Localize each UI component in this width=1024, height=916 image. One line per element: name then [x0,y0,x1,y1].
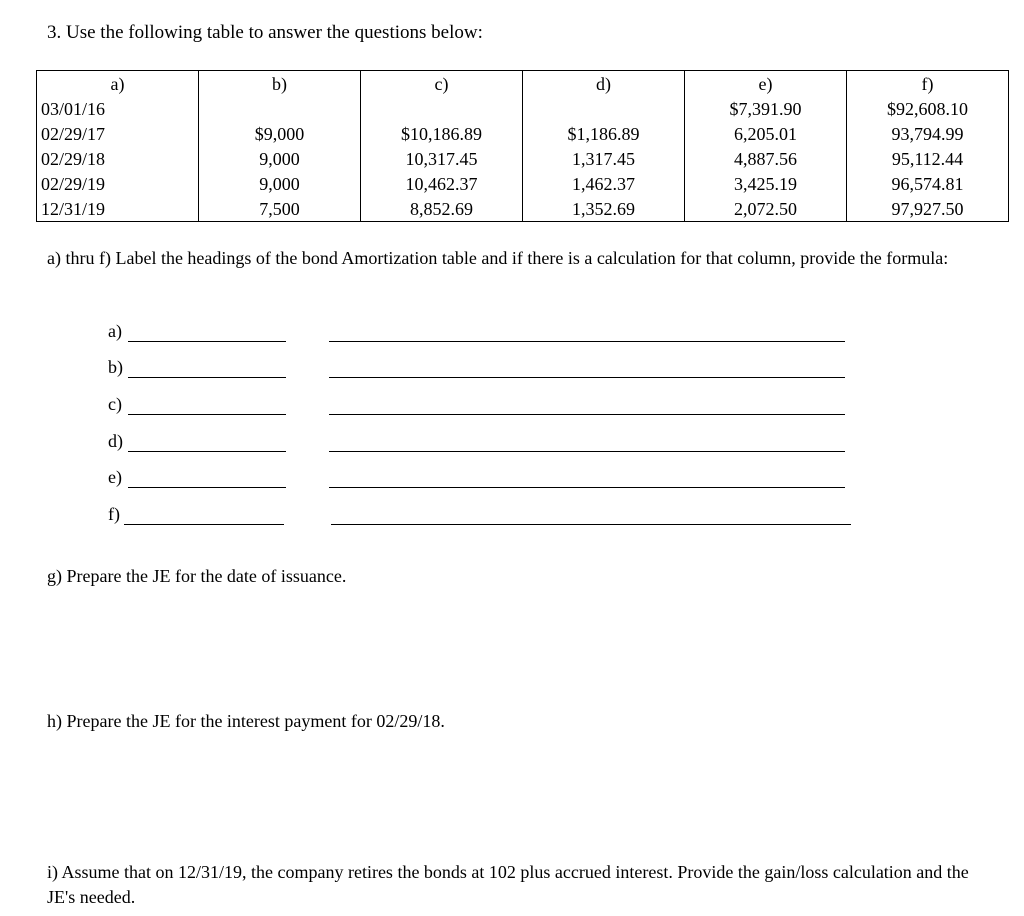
heading-blank-d[interactable] [128,451,286,452]
answer-label: c) [108,394,122,414]
answer-row-d [108,431,123,455]
table-cell: 1,352.69 [523,196,685,222]
table-cell: 10,317.45 [361,146,523,171]
amortization-table [36,70,1009,222]
answer-label: d) [108,431,123,451]
table-cell: 02/29/18 [37,146,199,171]
table-row [37,121,1009,146]
column-header-c: c) [361,71,523,97]
answer-label: a) [108,321,122,341]
table-cell [199,96,361,121]
formula-blank-e[interactable] [329,487,845,488]
table-cell: 8,852.69 [361,196,523,222]
table-cell: 03/01/16 [37,96,199,121]
table-row [37,146,1009,171]
table-cell: 97,927.50 [847,196,1009,222]
column-header-f: f) [847,71,1009,97]
answer-label: b) [108,357,123,377]
table-cell: 02/29/19 [37,171,199,196]
table-row [37,171,1009,196]
table-cell: 93,794.99 [847,121,1009,146]
formula-blank-f[interactable] [331,524,851,525]
table-cell: 02/29/17 [37,121,199,146]
heading-blank-f[interactable] [124,524,284,525]
question-h: h) Prepare the JE for the interest payment for 02/29/18. [47,711,445,731]
formula-blank-c[interactable] [329,414,845,415]
table-cell: 7,500 [199,196,361,222]
heading-blank-e[interactable] [128,487,286,488]
table-cell: 1,462.37 [523,171,685,196]
table-row [37,96,1009,121]
answer-row-e [108,467,122,491]
question-i: i) Assume that on 12/31/19, the company retires the bonds at 102 plus accrued interest. Provide the gain/loss calculation and the JE's needed. [47,862,969,907]
column-header-d: d) [523,71,685,97]
table-cell: 2,072.50 [685,196,847,222]
table-cell: $92,608.10 [847,96,1009,121]
answer-row-f [108,504,120,528]
formula-blank-d[interactable] [329,451,845,452]
table-row [37,196,1009,222]
instructions-text: a) thru f) Label the headings of the bond Amortization table and if there is a calculation for that column, provide the formula: [47,248,949,268]
heading-blank-b[interactable] [128,377,286,378]
heading-blank-a[interactable] [128,341,286,342]
answer-label: f) [108,504,120,524]
table-cell: 12/31/19 [37,196,199,222]
table-cell: $10,186.89 [361,121,523,146]
table-cell: 9,000 [199,146,361,171]
table-header-row [37,71,1009,97]
answer-row-a [108,321,122,345]
table-cell: 1,317.45 [523,146,685,171]
table-cell: 10,462.37 [361,171,523,196]
column-header-b: b) [199,71,361,97]
answer-row-b [108,357,123,381]
table-cell: 9,000 [199,171,361,196]
table-cell: $1,186.89 [523,121,685,146]
table-cell: 95,112.44 [847,146,1009,171]
table-cell [523,96,685,121]
table-cell: $7,391.90 [685,96,847,121]
table-cell [361,96,523,121]
table-cell: 96,574.81 [847,171,1009,196]
question-title: 3. Use the following table to answer the questions below: [47,22,483,43]
table-cell: $9,000 [199,121,361,146]
question-g: g) Prepare the JE for the date of issuance. [47,566,347,586]
table-cell: 6,205.01 [685,121,847,146]
table-cell: 4,887.56 [685,146,847,171]
answer-row-c [108,394,122,418]
column-header-e: e) [685,71,847,97]
formula-blank-b[interactable] [329,377,845,378]
formula-blank-a[interactable] [329,341,845,342]
table-cell: 3,425.19 [685,171,847,196]
heading-blank-c[interactable] [128,414,286,415]
column-header-a: a) [37,71,199,97]
answer-label: e) [108,467,122,487]
